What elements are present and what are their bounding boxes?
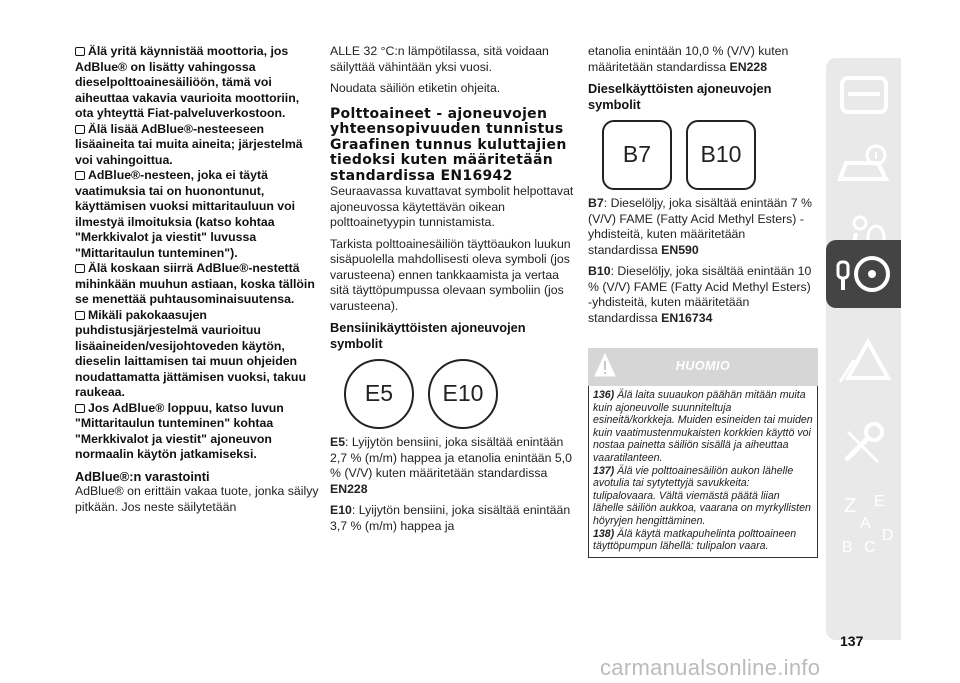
petrol-symbols xyxy=(344,359,575,429)
notice-body xyxy=(588,386,818,558)
svg-text:E: E xyxy=(874,493,885,510)
e5-symbol-icon: E5 xyxy=(344,359,414,429)
b10-code: B10 xyxy=(588,264,611,278)
car-info-icon xyxy=(826,135,901,203)
e10-symbol-icon: E10 xyxy=(428,359,498,429)
tab-key-steering-wheel[interactable] xyxy=(826,240,901,308)
column-2 xyxy=(330,44,575,534)
warning-item xyxy=(75,44,320,122)
warning-item xyxy=(75,168,320,261)
page-number: 137 xyxy=(840,633,864,649)
warning-box-icon xyxy=(75,171,85,180)
tab-warning-road[interactable] xyxy=(826,330,901,398)
svg-text:D: D xyxy=(882,527,894,544)
warning-text: AdBlue®-nesteen, joka ei täytä vaatimuksia tai on huonontunut, käyttämisen vuoksi mittaritauluun voi ilmestyä ilmoituksia (katso kohtaa "Merkkivalot ja viestit" luvussa "Mittaritaulun tunteminen"). xyxy=(75,168,296,260)
petrol-symbols-heading: Bensiinikäyttöisten ajoneuvojen symbolit xyxy=(330,320,526,351)
notice-title: HUOMIO xyxy=(675,359,731,373)
warning-item xyxy=(75,261,320,308)
b10-symbol-icon: B10 xyxy=(686,120,756,190)
tab-tools[interactable] xyxy=(826,410,901,478)
notice-item xyxy=(593,465,813,528)
storage-text: AdBlue® on erittäin vakaa tuote, jonka säilyy pitkään. Jos neste säilytetään xyxy=(75,484,319,514)
svg-text:B: B xyxy=(842,539,853,556)
notice-number: 138) xyxy=(593,527,615,540)
tab-car-info[interactable] xyxy=(826,135,901,203)
fuel-check-text: Tarkista polttoainesäiliön täyttöaukon luukun sisäpuolella mahdollisesti oleva symboli (jos varusteena) ennen tankkaamista ja vertaa sitä täyttöpumpussa olevaan symboliin (jos varusteena). xyxy=(330,236,571,313)
b7-text: : Dieselöljy, joka sisältää enintään 7 % (V/V) FAME (Fatty Acid Methyl Esters) -yhdisteitä, kuten määritetään standardissa xyxy=(588,196,812,257)
b7-standard: EN590 xyxy=(661,242,699,257)
e5-standard: EN228 xyxy=(330,481,368,496)
b7-description xyxy=(588,196,818,258)
e10-continued: etanolia enintään 10,0 % (V/V) kuten määritetään standardissa xyxy=(588,44,789,74)
e10-code: E10 xyxy=(330,503,352,517)
column-3 xyxy=(588,44,818,558)
e10-text: : Lyijytön bensiini, joka sisältää enintään 3,7 % (m/m) happea ja xyxy=(330,503,571,533)
warning-box-icon xyxy=(75,311,85,320)
e5-code: E5 xyxy=(330,435,346,449)
alphabet-index-icon xyxy=(826,470,901,570)
notice-number: 137) xyxy=(593,464,615,477)
notice-text: Älä käytä matkapuhelinta polttoaineen täyttöpumpun lähellä: tulipalon vaara. xyxy=(593,527,797,553)
tab-alphabet-index[interactable] xyxy=(826,470,901,556)
fuel-intro-text: Seuraavassa kuvattavat symbolit helpottavat ajoneuvossa käytettävän oikean polttoainetyypin tunnistamista. xyxy=(330,184,574,229)
b7-code: B7 xyxy=(588,196,604,210)
notice-item xyxy=(593,389,813,465)
svg-text:A: A xyxy=(860,515,871,532)
warning-text: Jos AdBlue® loppuu, katso luvun "Mittaritaulun tunteminen" kohtaa "Merkkivalot ja viestit" ajoneuvon normaalin käytön jatkamiseksi. xyxy=(75,400,284,461)
storage-continued-text: ALLE 32 °C:n lämpötilassa, sitä voidaan säilyttää vähintään yksi vuosi. xyxy=(330,44,549,74)
notice-header xyxy=(588,348,818,386)
warning-box-icon xyxy=(75,404,85,413)
column-1 xyxy=(75,44,320,515)
e5-text: : Lyijytön bensiini, joka sisältää enintään 2,7 % (m/m) happea ja etanolia enintään 5,0 % (V/V) kuten määritetään standardissa xyxy=(330,435,572,480)
e5-description xyxy=(330,435,575,497)
svg-text:Z: Z xyxy=(844,495,857,517)
b10-standard: EN16734 xyxy=(661,310,713,325)
warning-text: Älä lisää AdBlue®-nesteeseen lisäaineita tai muita aineita; järjestelmä voi vahingoittua. xyxy=(75,121,303,167)
warning-text: Mikäli pakokaasujen puhdistusjärjestelmä vaurioituu lisäaineiden/vesijohtoveden käytön, dieselin laittamisen tai muun ohjeiden noudattamatta jättämisen vuoksi, takuu raukeaa. xyxy=(75,307,306,399)
e10-standard: EN228 xyxy=(729,59,768,74)
diesel-symbols xyxy=(602,120,818,190)
warning-text: Älä yritä käynnistää moottoria, jos AdBlue® on lisätty vahingossa dieselpolttoainesäiliöön, tämä voi aiheuttaa vakavia vaurioita moottoriin, ota yhteyttä Fiat-palveluverkostoon. xyxy=(75,44,300,120)
warning-box-icon xyxy=(75,125,85,134)
label-instruction-text: Noudata säiliön etiketin ohjeita. xyxy=(330,81,501,95)
tab-car-dashboard[interactable] xyxy=(826,62,901,130)
b10-text: : Dieselöljy, joka sisältää enintään 10 % (V/V) FAME (Fatty Acid Methyl Esters) -yhdisteitä, kuten määritetään standardissa xyxy=(588,264,812,325)
e10-continued-text xyxy=(588,44,818,75)
b10-description xyxy=(588,264,818,326)
fuel-section-heading: Polttoaineet - ajoneuvojen yhteensopivuuden tunnistus Graafinen tunnus kuluttajien tiedoksi kuten määritetään standardissa EN16942 xyxy=(330,105,567,184)
car-dashboard-icon xyxy=(826,62,901,130)
warning-item xyxy=(75,401,320,463)
footer-watermark: carmanualsonline.info xyxy=(600,655,821,680)
storage-heading: AdBlue®:n varastointi xyxy=(75,468,210,484)
e10-description xyxy=(330,503,575,534)
notice-text: Älä laita suuaukon päähän mitään muita kuin ajoneuvolle suunniteltuja esineitä/korkkeja. Muiden esineiden tai muiden kuin vaatimustenmukaisten korkkien käyttö voi nostaa painetta säiliön sisällä ja aiheuttaa vaaratilanteen. xyxy=(593,389,813,464)
key-steering-wheel-icon xyxy=(826,240,901,308)
tools-icon xyxy=(826,410,901,478)
warning-text: Älä koskaan siirrä AdBlue®-nestettä mihinkään muuhun astiaan, koska tällöin se menettää puhtausominaisuutensa. xyxy=(75,261,315,306)
notice-number: 136) xyxy=(593,389,615,401)
warning-road-icon xyxy=(826,330,901,398)
warning-box-icon xyxy=(75,264,85,273)
b7-symbol-icon: B7 xyxy=(602,120,672,190)
warning-item xyxy=(75,122,320,169)
warning-box-icon xyxy=(75,47,85,56)
notice-item xyxy=(593,528,813,553)
warning-item xyxy=(75,308,320,401)
diesel-symbols-heading: Dieselkäyttöisten ajoneuvojen symbolit xyxy=(588,81,772,112)
svg-text:C: C xyxy=(864,539,876,556)
notice-text: Älä vie polttoainesäiliön aukon lähelle avotulia tai sytytettyjä savukkeita: tulipalovaara. Vältä viemästä päätä liian lähelle säiliön aukkoa, vaarana on myrkyllisten höyryjen hengittäminen. xyxy=(593,464,811,527)
